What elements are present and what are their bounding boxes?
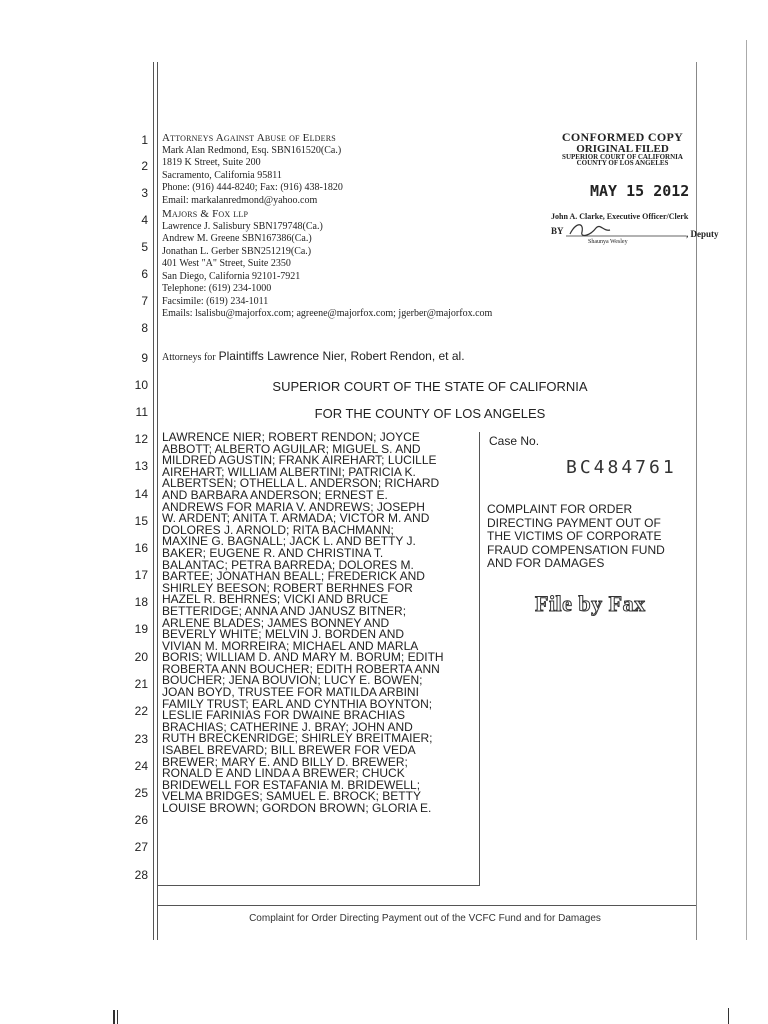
attorneys-for-label: Attorneys for	[162, 352, 216, 363]
stamp-date: MAY 15 2012	[590, 182, 690, 200]
stamp-deputy-name: Shaunya Wesley	[588, 239, 628, 245]
attorney-line: Phone: (916) 444-8240; Fax: (916) 438-1820	[162, 182, 343, 193]
attorney-line: Sacramento, California 95811	[162, 169, 282, 181]
deputy-signature-icon	[566, 220, 690, 240]
stamp-line-conformed: CONFORMED COPY	[561, 130, 684, 144]
line-number: 24	[134, 759, 148, 773]
stamp-line-original: ORIGINAL FILED	[576, 143, 669, 155]
line-number: 5	[141, 240, 148, 254]
court-name: SUPERIOR COURT OF THE STATE OF CALIFORNIA	[272, 379, 588, 394]
firm-name-attorneys-against-abuse: Attorneys Against Abuse of Elders	[162, 132, 336, 144]
attorney-emails: Emails: lsalisbu@majorfox.com; agreene@majorfox.com; jgerber@majorfox.com	[162, 308, 493, 319]
line-number: 1	[141, 133, 148, 147]
page-border-left-inner	[157, 62, 158, 940]
line-number: 22	[134, 704, 148, 718]
line-number: 23	[134, 732, 148, 746]
attorney-line: Email: markalanredmond@yahoo.com	[162, 194, 318, 206]
line-number: 14	[134, 487, 148, 501]
caption-divider-line	[158, 885, 479, 886]
stamp-line-court: SUPERIOR COURT OF CALIFORNIA	[562, 153, 683, 161]
line-number: 20	[134, 650, 148, 664]
attorney-block	[162, 132, 492, 321]
scan-mark-bottom-right	[728, 1008, 729, 1024]
stamp-by: BY	[551, 226, 564, 236]
line-number: 15	[134, 514, 148, 528]
line-number: 11	[135, 405, 148, 419]
attorney-line: 401 West "A" Street, Suite 2350	[162, 258, 291, 269]
line-number: 26	[134, 813, 148, 827]
line-number: 3	[141, 186, 148, 200]
line-number: 18	[134, 595, 148, 609]
stamp-clerk: John A. Clarke, Executive Officer/Clerk	[551, 212, 689, 221]
line-number: 2	[141, 159, 148, 173]
line-number: 6	[141, 267, 148, 281]
line-number: 7	[141, 294, 148, 308]
attorney-line: 1819 K Street, Suite 200	[162, 157, 261, 168]
stamp-line-county: COUNTY OF LOS ANGELES	[576, 159, 669, 167]
line-number: 28	[134, 868, 148, 882]
attorneys-for-line	[162, 349, 465, 364]
case-number: BC484761	[566, 457, 677, 478]
parties-caption: LAWRENCE NIER; ROBERT RENDON; JOYCE ABBOTT; ALBERTO AGUILAR; MIGUEL S. AND MILDRED AGUSTIN; FRANK AIREHART; LUCILLE AIREHART; WILLIAM ALBERTINI; PATRICIA K. ALBERTSEN; OTHELLA L. ANDERSON; RICHARD AND BARBARA ANDERSON; ERNEST E. ANDREWS FOR MARIA V. ANDREWS; JOSEPH W. ARDENT; ANITA T. ARMADA; VICTOR M. AND DOLORES J. ARNOLD; RITA BACHMANN; MAXINE G. BAGNALL; JACK L. AND BETTY J. BAKER; EUGENE R. AND CHRISTINA T. BALANTAC; PETRA BARREDA; DOLORES M. BARTEE; JONATHAN BEALL; FREDERICK AND SHIRLEY BEESON; ROBERT BERHNES FOR HAZEL R. BEHRNES; VICKI AND BRUCE BETTERIDGE; ANNA AND JANUSZ BITNER; ARLENE BLADES; JAMES BONNEY AND BEVERLY WHITE; MELVIN J. BORDEN AND VIVIAN M. MORREIRA; MICHAEL AND MARLA BORIS; WILLIAM D. AND MARY M. BORUM; EDITH ROBERTA ANN BOUCHER; EDITH ROBERTA ANN BOUCHER; JENA BOUVION; LUCY E. BOWEN; JOAN BOYD, TRUSTEE FOR MATILDA ARBINI FAMILY TRUST; EARL AND CYNTHIA BOYNTON; LESLIE FARINIAS FOR DWAINE BRACHIAS BRACHIAS; CATHERINE J. BRAY; JOHN AND RUTH BRECKENRIDGE; SHIRLEY BREITMAIER; ISABEL BREVARD; BILL BREWER FOR VEDA BREWER; MARY E. AND BILLY D. BREWER; RONALD E AND LINDA A BREWER; CHUCK BRIDEWELL FOR ESTAFANIA M. BRIDEWELL; VELMA BRIDGES; SAMUEL E. BROCK; BETTY LOUISE BROWN; GORDON BROWN; GLORIA E.	[162, 430, 444, 815]
line-number: 10	[134, 378, 148, 392]
file-by-fax-stamp: File by Fax	[535, 591, 646, 616]
attorney-line: Telephone: (619) 234-1000	[162, 283, 272, 294]
stamp-deputy: , Deputy	[686, 229, 719, 239]
line-number: 9	[141, 351, 148, 365]
line-number: 16	[134, 541, 148, 555]
line-number: 4	[141, 213, 148, 227]
conformed-copy-stamp	[540, 130, 705, 167]
firm-name-majors-fox: Majors & Fox llp	[162, 208, 249, 220]
line-number: 25	[134, 786, 148, 800]
case-number-label: Case No.	[489, 434, 540, 448]
attorneys-for-names: Plaintiffs Lawrence Nier, Robert Rendon, et al.	[218, 349, 465, 363]
scan-mark-bottom-left	[113, 1010, 115, 1024]
line-number: 8	[141, 321, 148, 335]
page-footer: Complaint for Order Directing Payment out of the VCFC Fund and for Damages	[249, 913, 601, 924]
page-border-right	[696, 62, 697, 940]
attorney-line: Lawrence J. Salisbury SBN179748(Ca.)	[162, 220, 323, 232]
attorney-line: Mark Alan Redmond, Esq. SBN161520(Ca.)	[162, 144, 342, 156]
line-number: 19	[134, 622, 148, 636]
attorney-line: Facsimile: (619) 234-1011	[162, 295, 269, 307]
line-number: 27	[134, 840, 148, 854]
attorney-line: Jonathan L. Gerber SBN251219(Ca.)	[162, 245, 312, 257]
line-number: 12	[134, 432, 148, 446]
line-number: 21	[134, 677, 148, 691]
footer-rule	[158, 905, 696, 906]
complaint-title: COMPLAINT FOR ORDER DIRECTING PAYMENT OUT OF THE VICTIMS OF CORPORATE FRAUD COMPENSATION FUND AND FOR DAMAGES	[487, 502, 665, 571]
attorney-line: San Diego, California 92101-7921	[162, 270, 301, 282]
scan-mark-bottom-left-2	[117, 1010, 118, 1024]
line-number: 13	[134, 459, 148, 473]
court-county: FOR THE COUNTY OF LOS ANGELES	[314, 406, 546, 421]
page-border-left-outer	[153, 62, 154, 940]
line-number: 17	[134, 568, 148, 582]
attorney-line: Andrew M. Greene SBN167386(Ca.)	[162, 233, 312, 244]
scan-edge-right	[746, 40, 747, 940]
